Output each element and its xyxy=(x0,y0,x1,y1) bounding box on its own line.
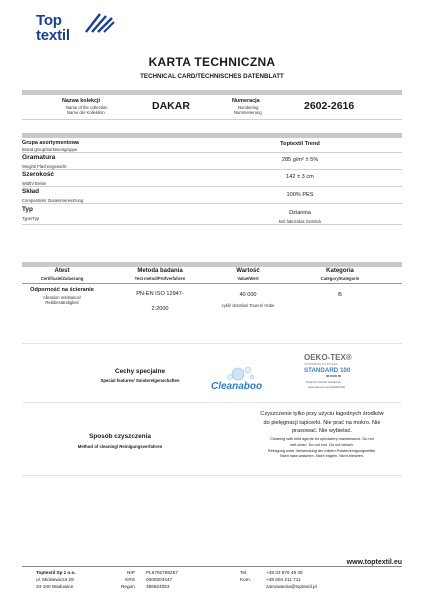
footer-email[interactable]: zamowienia@toptextil.pl xyxy=(266,584,317,589)
oeko-tested: Tested for harmful substances. xyxy=(306,381,342,384)
footer-krs: 0000203447 xyxy=(146,577,173,582)
spec-value-group: Toptextil Trend xyxy=(280,141,320,147)
cleaning-pl-1: Czyszczenie tylko przy użyciu łagodnych środków xyxy=(260,411,384,417)
spec-sub-weight: Weight/ Flächengewicht xyxy=(22,164,67,169)
spec-value-width: 142 ± 3 cm xyxy=(286,174,314,180)
footer-krs-label: KRS xyxy=(125,577,135,582)
divider xyxy=(22,152,402,153)
cleaning-sub: Method of cleaning/ Reinigungsverfahren xyxy=(77,444,163,449)
collection-label: Nazwa kolekcji xyxy=(62,98,101,104)
test-value: 40 000 xyxy=(239,292,257,298)
oeko-tagline: CONFIDENCE IN TEXTILES xyxy=(304,363,338,366)
numbering-label-de: Nummerierung xyxy=(234,110,262,115)
special-features-label: Cechy specjalne xyxy=(114,368,166,375)
footer-city: 34-100 Wadowice xyxy=(36,584,74,589)
test-value-unit: cykli/ obrotów/ Touren/ Hübe xyxy=(221,303,275,308)
oeko-title: OEKO-TEX® xyxy=(304,353,352,362)
footer-contact-values xyxy=(266,569,317,590)
divider xyxy=(22,402,402,403)
divider xyxy=(22,343,402,344)
test-name-en: Abrasion resistance/ xyxy=(43,295,81,300)
col-header-certificate-sub: Certificate/Zulassung xyxy=(40,276,84,281)
numbering-value: 2602-2616 xyxy=(304,100,355,112)
footer-divider xyxy=(22,566,402,567)
footer-tel-label: Tel. xyxy=(240,570,248,575)
oeko-url: www.oeko-tex.com/standard100 xyxy=(308,386,345,389)
col-header-category-sub: Category/Kategorie xyxy=(320,276,360,281)
footer-nip-label: NIP xyxy=(127,570,135,575)
divider xyxy=(22,203,402,204)
divider xyxy=(22,119,402,120)
cleaning-de-1: Reinigung unter Verwendung der milden Polsterreinigungsmittel. xyxy=(267,448,377,453)
oeko-number: IW 00160 IW xyxy=(326,375,341,378)
spec-sub-composition: Composition/ Zusammensetzung xyxy=(22,198,84,203)
test-method-2: 2:2000 xyxy=(151,306,169,312)
numbering-label: Numeracja xyxy=(232,98,260,104)
cleaning-en-2: wet-clean. Do not iron. Do not bleach. xyxy=(290,443,354,448)
cleaning-de-2: Nicht nass waschen. Nicht bügeln. Nicht bleichen. xyxy=(280,454,364,458)
footer-tel[interactable]: +48 33 876 49 39 xyxy=(266,570,303,575)
cleaning-pl-3: prasować. Nie wybielać. xyxy=(291,428,352,435)
logo-swoosh-icon xyxy=(84,12,118,34)
cleaning-en-1: Cleaning with mild agents for upholstery maintenance. Do not xyxy=(270,436,374,441)
spec-value-type-en: knit fabric/das Gestrick xyxy=(278,219,322,224)
spec-label-group: Grupa asortymentowa xyxy=(22,140,79,146)
col-header-method: Metoda badania xyxy=(137,268,183,274)
col-header-value-sub: Value/Wert xyxy=(237,276,259,281)
section-bar xyxy=(22,133,402,138)
spec-sub-type: Type/Typ xyxy=(22,216,39,221)
divider xyxy=(22,224,402,225)
logo-line-1: Top xyxy=(36,12,62,29)
special-features-sub: Special features/ Sonderelgenschaften xyxy=(100,378,180,383)
spec-value-weight: 285 g/m² ± 5% xyxy=(281,157,319,163)
cleanaboo-text: Cleanaboo xyxy=(211,381,263,392)
section-bar xyxy=(22,90,402,95)
spec-value-composition: 100% PES xyxy=(286,192,314,198)
divider xyxy=(22,283,402,284)
footer-kom-label: Kom. xyxy=(240,577,251,582)
spec-label-width: Szerokość xyxy=(22,171,54,178)
divider xyxy=(22,169,402,170)
col-header-category: Kategoria xyxy=(326,268,354,274)
spec-label-composition: Skład xyxy=(22,188,40,195)
collection-name: DAKAR xyxy=(152,100,190,112)
numbering-label-en: Numbering xyxy=(238,105,259,110)
cleanaboo-logo xyxy=(208,365,278,399)
website-link[interactable]: www.toptextil.eu xyxy=(346,559,402,566)
col-header-method-sub: Test metod/Prüfverfahren xyxy=(134,276,186,281)
oeko-standard: STANDARD 100 xyxy=(304,367,351,374)
col-header-certificate: Atest xyxy=(54,268,70,274)
spec-sub-width: Width/ Breite xyxy=(22,181,46,186)
test-category: B xyxy=(338,292,342,298)
cleaning-instructions xyxy=(252,410,392,459)
divider xyxy=(22,186,402,187)
footer-nip: PL6792798257 xyxy=(146,570,178,575)
test-name: Odporność na ścieranie xyxy=(30,287,94,293)
footer-company-name: Toptextil Sp z o.o. xyxy=(36,570,76,575)
footer-registry-labels xyxy=(121,569,135,590)
spec-label-weight: Gramatura xyxy=(22,154,56,161)
spec-value-type: Dzianina xyxy=(289,210,311,216)
collection-label-en: Name of the collection xyxy=(66,105,108,110)
footer-regon-label: Regon xyxy=(121,584,135,589)
test-name-de: Reibbeständigkeit xyxy=(45,300,79,305)
spec-sub-group: Brand group/Sortimentgruppe xyxy=(22,147,78,152)
page-subtitle: TECHNICAL CARD/TECHNISCHES DATENBLATT xyxy=(140,73,284,80)
cleaning-label: Sposób czyszczenia xyxy=(89,433,151,440)
test-method-1: PN-EN ISO 12947- xyxy=(136,291,184,297)
oeko-tex-label xyxy=(298,353,366,397)
footer-contact-labels xyxy=(240,569,251,583)
footer-company xyxy=(36,569,76,590)
spec-label-type: Typ xyxy=(22,206,33,213)
footer-kom[interactable]: +48 604 211 711 xyxy=(266,577,301,582)
section-bar xyxy=(22,262,402,267)
page-title: KARTA TECHNICZNA xyxy=(148,55,276,69)
footer-registry-values xyxy=(146,569,178,590)
cleaning-pl-2: do pielęgnacji tapicerki. Nie prać na mokro. Nie xyxy=(263,419,381,426)
footer-regon: 356824053 xyxy=(146,584,170,589)
toptextil-logo xyxy=(22,12,132,46)
collection-label-de: Name der Kollektion xyxy=(67,110,105,115)
logo-line-2: textil xyxy=(36,27,70,44)
divider xyxy=(22,475,402,476)
footer-street: ul. Mickiewicza 29 xyxy=(36,577,74,582)
col-header-value: Wartość xyxy=(236,268,260,274)
